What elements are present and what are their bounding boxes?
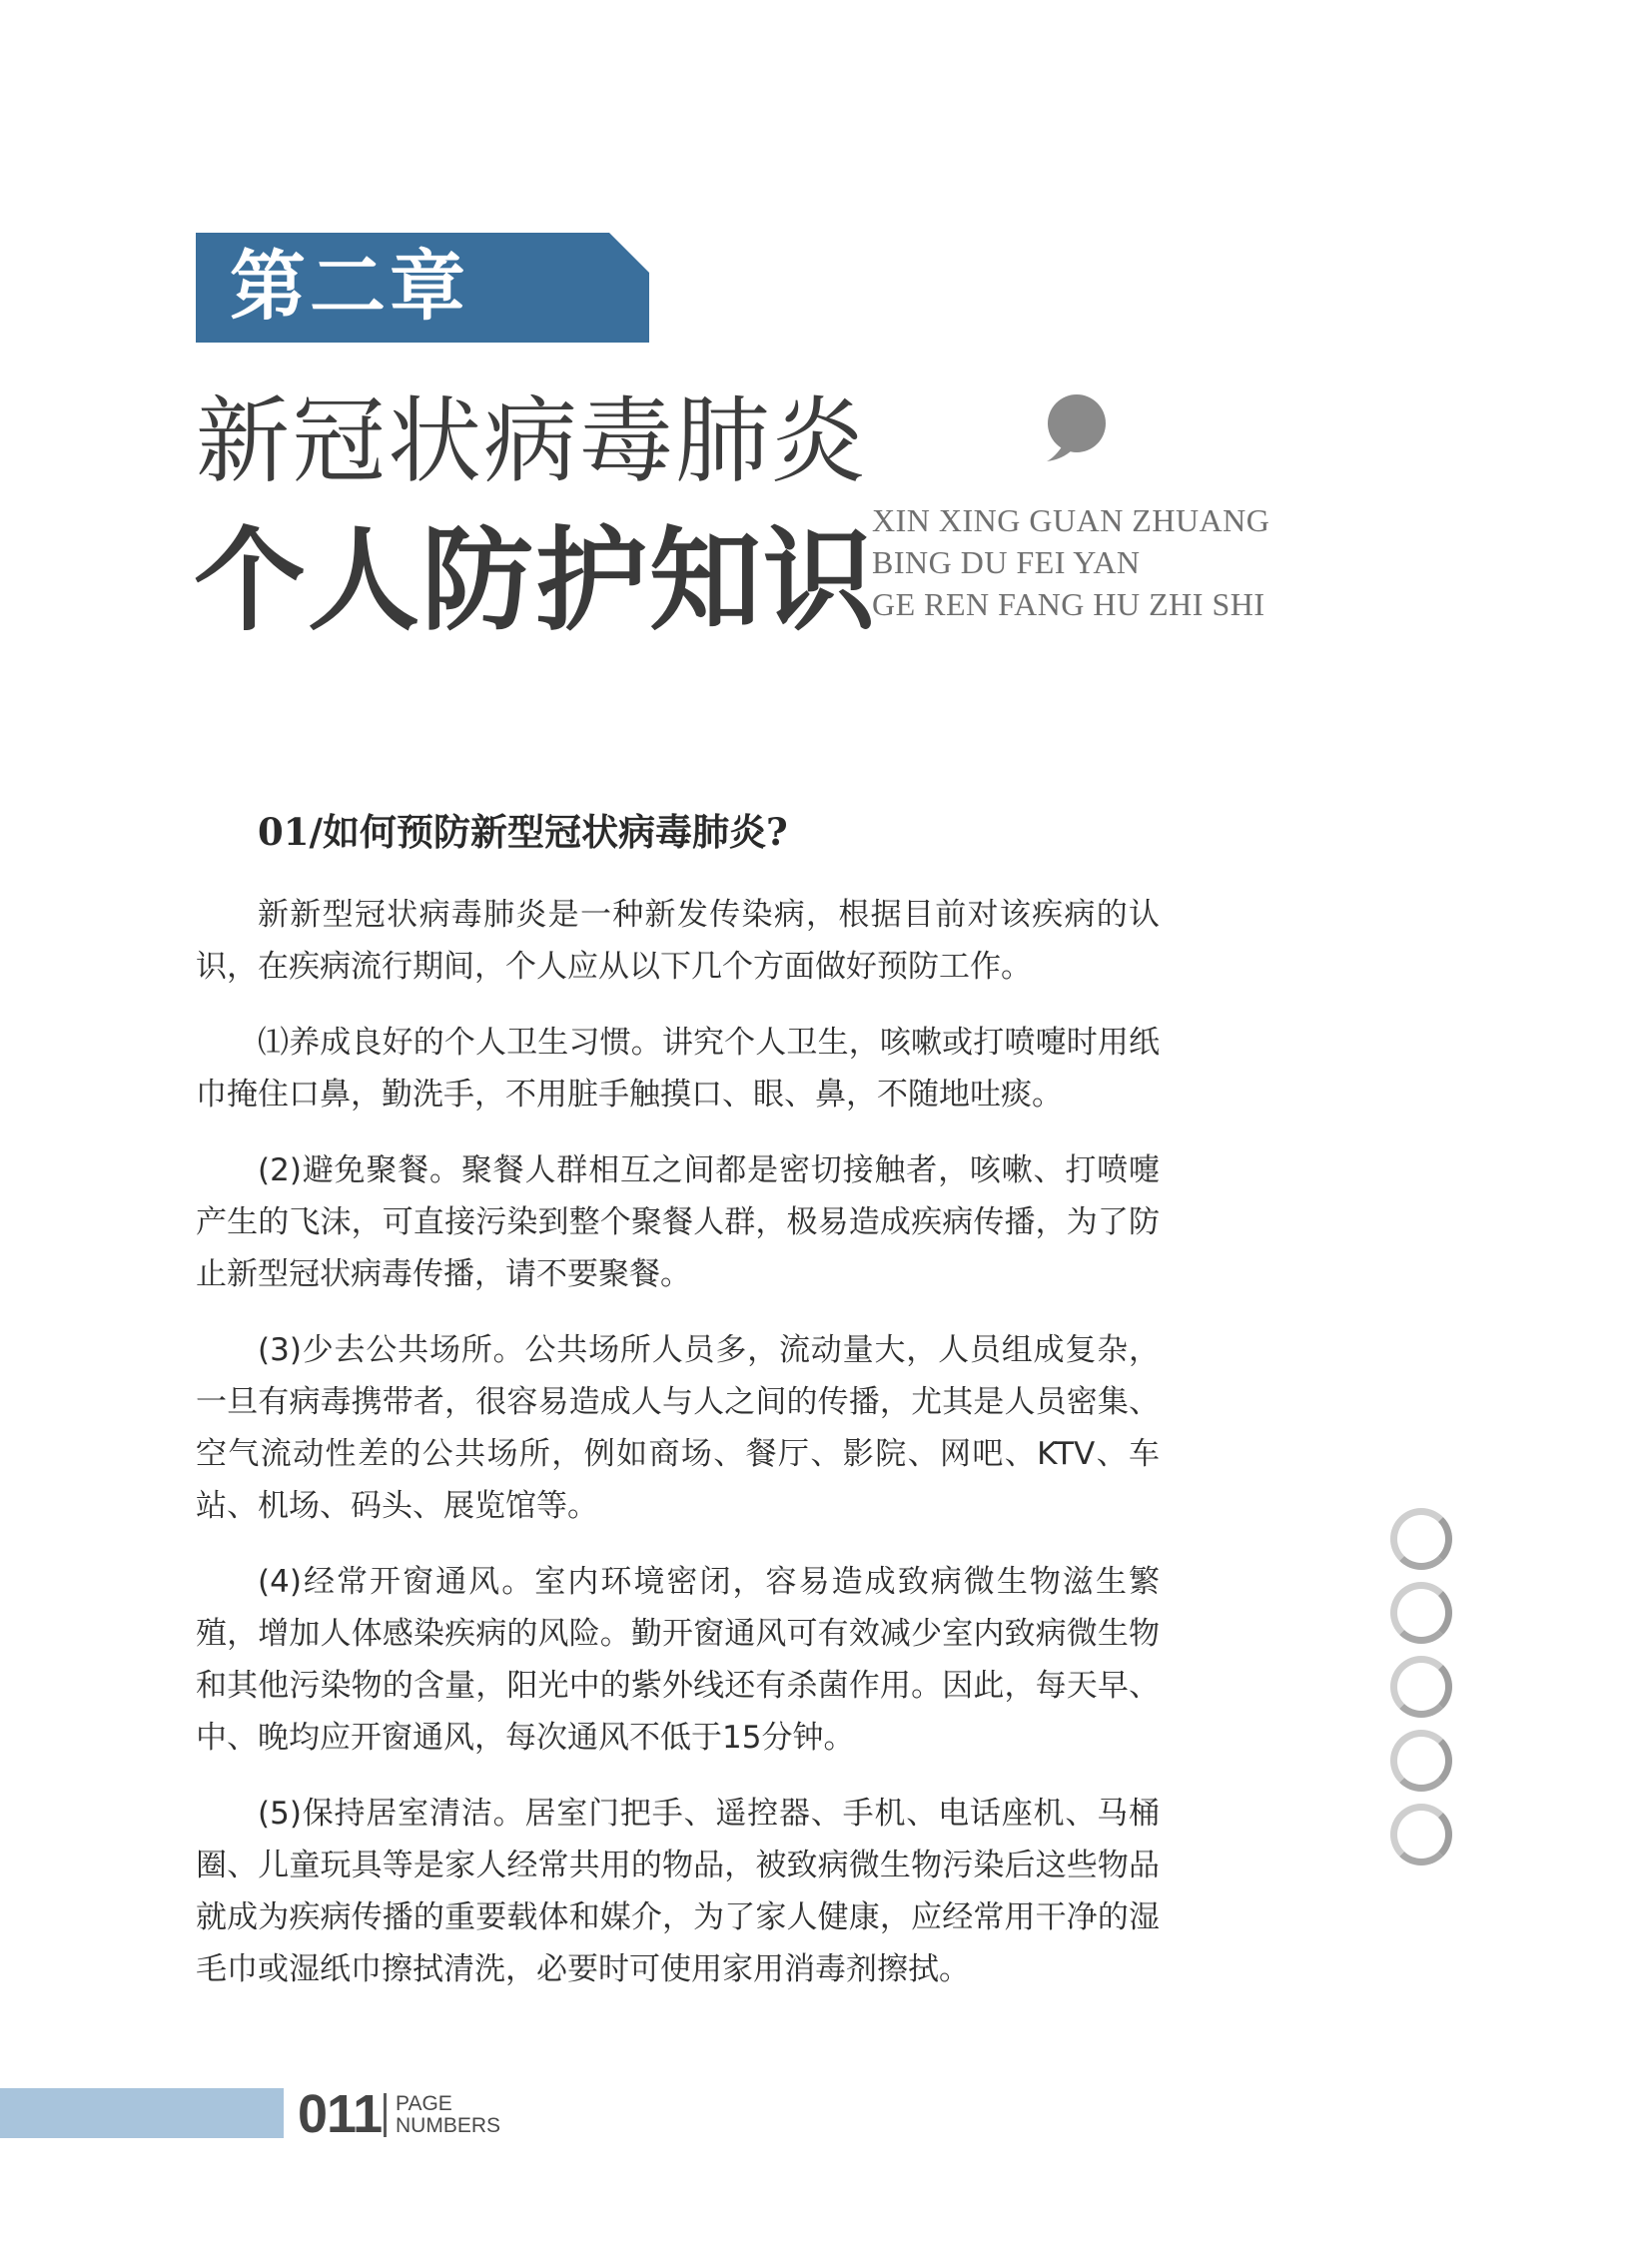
paragraph-5: (5)保持居室清洁。居室门把手、遥控器、手机、电话座机、马桶圈、儿童玩具等是家人经常共用的物品，被致病微生物污染后这些物品就成为疾病传播的重要载体和媒介，为了家人健康，应经常用干净的湿毛巾或湿纸巾擦拭清洗，必要时可使用家用消毒剂擦拭。	[196, 1796, 1160, 1987]
page-divider	[384, 2093, 387, 2137]
pinyin-line-3: GE REN FANG HU ZHI SHI	[872, 586, 1265, 622]
decorative-rings	[1390, 1508, 1460, 1877]
ring-icon	[1390, 1804, 1452, 1866]
page-subtitle: 个人防护知识	[194, 516, 877, 646]
page-number: 011	[298, 2084, 383, 2144]
ring-icon	[1390, 1508, 1452, 1570]
paragraph-3: (3)少去公共场所。公共场所人员多，流动量大，人员组成复杂，一旦有病毒携带者，很容易造成人与人之间的传播，尤其是人员密集、空气流动性差的公共场所，例如商场、餐厅、影院、网吧、KTV、车站、机场、码头、展览馆等。	[196, 1332, 1160, 1524]
page-caption-line-1: PAGE	[396, 2092, 452, 2115]
page-caption-line-2: NUMBERS	[396, 2114, 501, 2137]
footer-bar	[0, 2088, 284, 2138]
pinyin-line-2: BING DU FEI YAN	[872, 544, 1141, 580]
chapter-label: 第二章	[230, 242, 469, 331]
paragraph-1: ⑴养成良好的个人卫生习惯。讲究个人卫生，咳嗽或打喷嚏时用纸巾掩住口鼻，勤洗手，不用脏手触摸口、眼、鼻，不随地吐痰。	[196, 1025, 1160, 1113]
pinyin-title	[872, 499, 1269, 625]
paragraph-2: (2)避免聚餐。聚餐人群相互之间都是密切接触者，咳嗽、打喷嚏产生的飞沫，可直接污染到整个聚餐人群，极易造成疾病传播，为了防止新型冠状病毒传播，请不要聚餐。	[196, 1152, 1160, 1292]
page-caption	[396, 2093, 500, 2137]
section-heading: 01/如何预防新型冠状病毒肺炎?	[258, 810, 788, 854]
ring-icon	[1390, 1656, 1452, 1718]
ring-icon	[1390, 1730, 1452, 1792]
ring-icon	[1390, 1582, 1452, 1644]
paragraph-4: (4)经常开窗通风。室内环境密闭，容易造成致病微生物滋生繁殖，增加人体感染疾病的风险。勤开窗通风可有效减少室内致病微生物和其他污染物的含量，阳光中的紫外线还有杀菌作用。因此，每天早、中、晚均应开窗通风，每次通风不低于15分钟。	[196, 1564, 1160, 1756]
speech-bubble-icon	[1041, 391, 1111, 463]
pinyin-line-1: XIN XING GUAN ZHUANG	[872, 502, 1270, 538]
page-title: 新冠状病毒肺炎	[196, 387, 868, 496]
paragraph-intro: 新新型冠状病毒肺炎是一种新发传染病，根据目前对该疾病的认识，在疾病流行期间，个人应从以下几个方面做好预防工作。	[196, 897, 1160, 985]
body-text	[196, 889, 1160, 2019]
